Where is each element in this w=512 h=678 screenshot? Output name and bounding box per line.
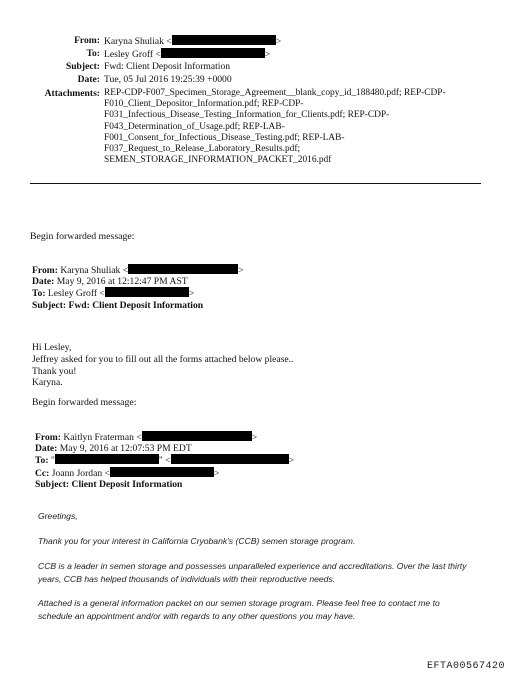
message1-line: Karyna.: [32, 377, 63, 389]
fwd2-from-label: From:: [35, 432, 61, 443]
header-subject-value: Fwd: Client Deposit Information: [104, 61, 231, 72]
message1-body: [32, 342, 293, 389]
fwd2-cc-close: >: [213, 467, 220, 479]
fwd2-from-value: Kaitlyn Fraterman <: [63, 432, 142, 443]
redacted-block: [55, 454, 159, 464]
message2-line: Greetings,: [38, 511, 78, 521]
begin-forwarded-message: Begin forwarded message:: [32, 397, 137, 408]
fwd2-to-value: ": [50, 455, 55, 467]
header-to-label: To:: [86, 48, 100, 59]
fwd1-subject-row: [32, 300, 244, 311]
header-divider: [30, 183, 481, 184]
fwd2-date-row: [35, 443, 294, 454]
redacted-block: [142, 431, 252, 441]
fwd2-cc-label: Cc:: [35, 467, 50, 479]
redacted-block: [110, 467, 214, 477]
begin-forwarded-message: Begin forwarded message:: [30, 231, 135, 242]
fwd1-to-close: >: [188, 288, 195, 300]
fwd2-date-label: Date:: [35, 443, 58, 455]
document-id: EFTA00567420: [426, 661, 505, 672]
header-from-label: From:: [74, 35, 100, 46]
message2-line: CCB is a leader in semen storage and possesses unparalleled experience and accreditations. Over the last thirty: [38, 561, 467, 571]
fwd2-subject-row: [35, 479, 294, 490]
fwd1-subject-value: Fwd: Client Deposit Information: [68, 299, 204, 311]
attachment-line: REP-CDP-F007_Specimen_Storage_Agreement__blank_copy_id_188480.pdf; REP-CDP-: [104, 88, 446, 98]
attachment-line: F010_Client_Depositor_Information.pdf; REP-CDP-: [104, 99, 304, 110]
attachment-line: F043_Determination_of_Usage.pdf; REP-LAB-: [104, 121, 285, 132]
header-date-value: Tue, 05 Jul 2016 19:25:39 +0000: [104, 74, 232, 85]
fwd1-date-label: Date:: [32, 276, 55, 288]
fwd1-to-value: Lesley Groff <: [47, 288, 105, 300]
fwd2-from-row: [35, 431, 294, 443]
fwd1-header: [32, 264, 244, 311]
fwd1-from-row: [32, 264, 244, 276]
fwd2-subject-value: Client Deposit Information: [71, 478, 183, 490]
header-subject-label: Subject:: [65, 61, 100, 72]
redacted-block: [161, 48, 265, 58]
redacted-block: [128, 264, 238, 274]
fwd1-to-label: To:: [32, 288, 46, 300]
fwd1-to-row: [32, 287, 244, 299]
header-from-value: Karyna Shuliak <: [104, 36, 172, 47]
redacted-block: [172, 35, 276, 45]
fwd2-cc-row: [35, 467, 294, 479]
fwd2-subject-label: Subject:: [35, 478, 70, 490]
fwd2-header: [35, 431, 294, 490]
attachment-line: SEMEN_STORAGE_INFORMATION_PACKET_2016.pdf: [104, 155, 332, 166]
attachment-line: F037_Request_to_Release_Laboratory_Results.pdf;: [104, 144, 301, 155]
redacted-block: [105, 287, 189, 297]
fwd1-from-close: >: [238, 265, 244, 276]
fwd2-to-row: [35, 454, 294, 466]
fwd2-to-label: To:: [35, 455, 49, 467]
attachments-list: [104, 88, 494, 166]
attachment-line: F001_Consent_for_Infectious_Disease_Testing.pdf; REP-LAB-: [104, 132, 345, 143]
attachment-line: F031_Infectious_Disease_Testing_Information_for_Clients.pdf; REP-CDP-: [104, 110, 390, 121]
fwd2-to-close: >: [288, 455, 294, 467]
header-to-close: >: [264, 49, 271, 60]
header-attachments-label: Attachments:: [44, 88, 100, 99]
header-date-label: Date:: [77, 74, 100, 85]
header-to-value: Lesley Groff <: [104, 49, 161, 60]
message1-line: Hi Lesley,: [32, 342, 72, 353]
fwd2-to-mid: " <: [158, 455, 171, 467]
fwd1-date-value: May 9, 2016 at 12:12:47 PM AST: [56, 276, 188, 288]
fwd1-from-label: From:: [32, 265, 58, 276]
header-from-close: >: [275, 36, 282, 47]
fwd1-date-row: [32, 276, 244, 287]
redacted-block: [171, 454, 289, 464]
message2-line: years, CCB has helped thousands of individuals with their reproductive needs.: [38, 574, 336, 584]
fwd1-from-value: Karyna Shuliak <: [60, 265, 129, 276]
message1-line: Jeffrey asked for you to fill out all the forms attached below please..: [32, 353, 294, 365]
fwd2-date-value: May 9, 2016 at 12:07:53 PM EDT: [59, 443, 192, 455]
fwd2-cc-value: Joann Jordan <: [51, 467, 110, 479]
fwd1-subject-label: Subject:: [32, 299, 67, 311]
message1-line: Thank you!: [32, 365, 77, 377]
message2-line: Attached is a general information packet on our semen storage program. Please feel free to contact me to: [38, 598, 440, 608]
message2-line: Thank you for your interest in California Cryobank's (CCB) semen storage program.: [38, 536, 356, 546]
fwd2-from-close: >: [251, 432, 258, 443]
message2-line: schedule an appointment and/or with regards to any other questions you may have.: [38, 611, 356, 621]
